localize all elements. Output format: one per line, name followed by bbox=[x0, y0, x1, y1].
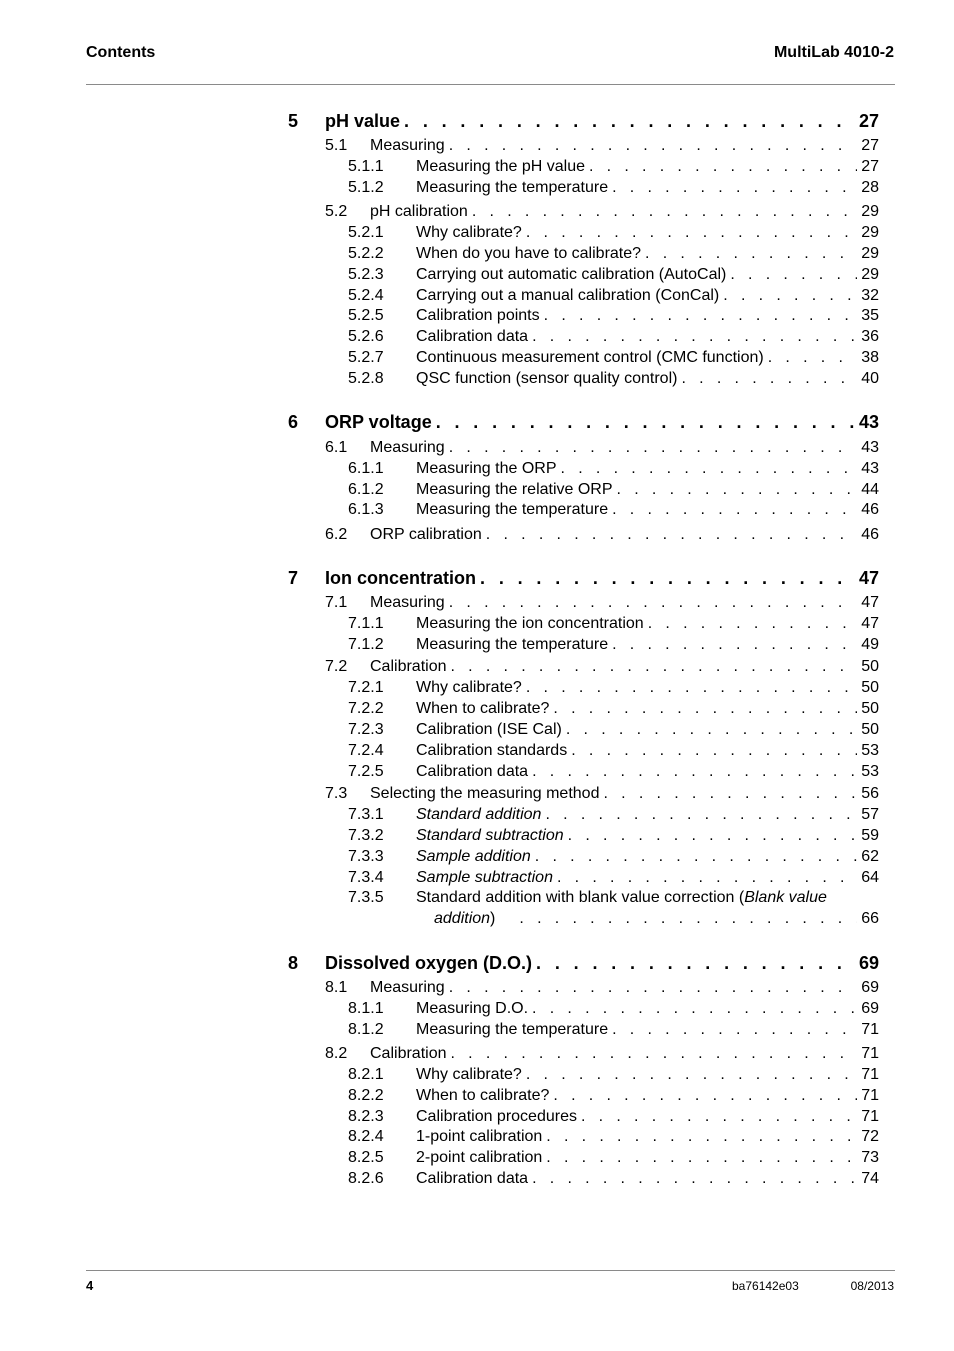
toc-leader bbox=[536, 953, 855, 974]
toc-section-7-3[interactable] bbox=[0, 785, 954, 807]
toc-title: Standard subtraction bbox=[416, 827, 564, 844]
toc-section-7-1-2[interactable] bbox=[0, 636, 954, 658]
toc-number: 7.3 bbox=[325, 785, 348, 802]
toc-page: 44 bbox=[861, 481, 879, 498]
toc-page: 64 bbox=[861, 869, 879, 886]
toc-leader bbox=[681, 370, 857, 388]
toc-page: 62 bbox=[861, 848, 879, 865]
toc-number: 7.3.5 bbox=[348, 889, 384, 906]
toc-page: 46 bbox=[861, 526, 879, 543]
toc-leader bbox=[561, 460, 857, 478]
toc-section-8-2-2[interactable] bbox=[0, 1087, 954, 1109]
toc-section-6-1-1[interactable] bbox=[0, 460, 954, 482]
toc-section-7-3-1[interactable] bbox=[0, 806, 954, 828]
toc-title: Standard addition bbox=[416, 806, 542, 823]
toc-number: 8.1.2 bbox=[348, 1021, 384, 1038]
toc-title: Calibration standards bbox=[416, 742, 568, 759]
toc-title: pH calibration bbox=[370, 203, 468, 220]
toc-title: Calibration data bbox=[416, 1170, 529, 1187]
toc-leader bbox=[648, 615, 857, 633]
toc-leader bbox=[612, 636, 857, 654]
toc-number: 5.2.6 bbox=[348, 328, 384, 345]
toc-leader bbox=[449, 137, 857, 155]
toc-number: 6.1.1 bbox=[348, 460, 384, 477]
toc-page: 27 bbox=[858, 111, 879, 131]
toc-number: 6 bbox=[288, 412, 299, 432]
toc-section-7-2[interactable] bbox=[0, 658, 954, 680]
toc-page: 27 bbox=[861, 137, 879, 154]
toc-title: Measuring bbox=[370, 979, 445, 996]
toc-page: 69 bbox=[858, 953, 879, 973]
toc-number: 7.2.4 bbox=[348, 742, 384, 759]
toc-section-7-1-1[interactable] bbox=[0, 615, 954, 637]
toc-page: 50 bbox=[861, 658, 879, 675]
toc-title: Measuring the temperature bbox=[416, 1021, 609, 1038]
toc-number: 7.3.1 bbox=[348, 806, 384, 823]
toc-page: 71 bbox=[861, 1021, 879, 1038]
toc-page: 38 bbox=[861, 349, 879, 366]
toc-number: 7.3.2 bbox=[348, 827, 384, 844]
toc-section-5-2-6[interactable] bbox=[0, 328, 954, 350]
toc-leader bbox=[532, 1000, 857, 1018]
toc-leader bbox=[546, 1149, 857, 1167]
toc-number: 5.2.2 bbox=[348, 245, 384, 262]
header-section-title: Contents bbox=[86, 44, 156, 61]
toc-section-6-1-2[interactable] bbox=[0, 481, 954, 503]
toc-section-8-2-6[interactable] bbox=[0, 1170, 954, 1192]
toc-number: 8.2.4 bbox=[348, 1128, 384, 1145]
toc-title: ORP calibration bbox=[370, 526, 482, 543]
toc-page: 71 bbox=[861, 1045, 879, 1062]
toc-section-7-1[interactable] bbox=[0, 594, 954, 616]
toc-page: 53 bbox=[861, 742, 879, 759]
toc-leader bbox=[545, 806, 857, 824]
toc-page: 50 bbox=[861, 721, 879, 738]
toc-title: Measuring the relative ORP bbox=[416, 481, 613, 498]
toc-page: 47 bbox=[858, 568, 879, 588]
toc-chapter-8[interactable] bbox=[0, 953, 954, 975]
toc-leader bbox=[532, 1170, 857, 1188]
toc-number: 8.2.5 bbox=[348, 1149, 384, 1166]
toc-page: 66 bbox=[861, 910, 879, 927]
toc-section-8-1-1[interactable] bbox=[0, 1000, 954, 1022]
header-divider bbox=[86, 84, 895, 85]
toc-section-7-3-3[interactable] bbox=[0, 848, 954, 870]
toc-leader bbox=[568, 827, 857, 845]
toc-section-7-3-4[interactable] bbox=[0, 869, 954, 891]
toc-leader bbox=[480, 568, 855, 589]
header-product-name: MultiLab 4010-2 bbox=[773, 44, 894, 61]
toc-leader bbox=[526, 224, 857, 242]
toc-number: 7.2.1 bbox=[348, 679, 384, 696]
footer-page-number: 4 bbox=[86, 1278, 94, 1293]
toc-number: 7.3.3 bbox=[348, 848, 384, 865]
toc-leader bbox=[589, 158, 857, 176]
toc-title: Why calibrate? bbox=[416, 679, 522, 696]
toc-page: 71 bbox=[861, 1066, 879, 1083]
toc-title: Measuring bbox=[370, 439, 445, 456]
toc-chapter-7[interactable] bbox=[0, 568, 954, 590]
toc-number: 5.2.3 bbox=[348, 266, 384, 283]
toc-leader bbox=[535, 848, 857, 866]
toc-leader bbox=[612, 179, 857, 197]
toc-page: 50 bbox=[861, 679, 879, 696]
toc-leader bbox=[519, 910, 857, 928]
toc-page: 28 bbox=[861, 179, 879, 196]
toc-section-5-2-8[interactable] bbox=[0, 370, 954, 392]
toc-leader bbox=[603, 785, 857, 803]
toc-leader bbox=[436, 412, 855, 433]
toc-section-5-1-2[interactable] bbox=[0, 179, 954, 201]
toc-page: 27 bbox=[861, 158, 879, 175]
toc-number: 7.2.2 bbox=[348, 700, 384, 717]
toc-title: Why calibrate? bbox=[416, 224, 522, 241]
toc-number: 5.1.2 bbox=[348, 179, 384, 196]
toc-page: 74 bbox=[861, 1170, 879, 1187]
toc-number: 5.2.8 bbox=[348, 370, 384, 387]
toc-page: 56 bbox=[861, 785, 879, 802]
toc-section-7-2-4[interactable] bbox=[0, 742, 954, 764]
toc-leader bbox=[645, 245, 857, 263]
toc-page: 69 bbox=[861, 1000, 879, 1017]
toc-title: Carrying out a manual calibration (ConCal) bbox=[416, 287, 720, 304]
toc-number: 5.2.7 bbox=[348, 349, 384, 366]
toc-number: 5.2.4 bbox=[348, 287, 384, 304]
toc-page: 53 bbox=[861, 763, 879, 780]
toc-number: 5.2.1 bbox=[348, 224, 384, 241]
toc-section-8-2-3[interactable] bbox=[0, 1108, 954, 1130]
toc-title: QSC function (sensor quality control) bbox=[416, 370, 678, 387]
toc-title: pH value bbox=[325, 111, 401, 131]
toc-title-line-2: addition) bbox=[434, 910, 496, 927]
toc-page: 57 bbox=[861, 806, 879, 823]
toc-title: Calibration bbox=[370, 658, 447, 675]
toc-title: Continuous measurement control (CMC function) bbox=[416, 349, 764, 366]
toc-title: Calibration data bbox=[416, 328, 529, 345]
toc-page: 29 bbox=[861, 266, 879, 283]
toc-title: When do you have to calibrate? bbox=[416, 245, 642, 262]
toc-number: 8.1 bbox=[325, 979, 348, 996]
toc-number: 6.2 bbox=[325, 526, 348, 543]
toc-page: 71 bbox=[861, 1087, 879, 1104]
toc-section-5-2-4[interactable] bbox=[0, 287, 954, 309]
toc-title: Calibration data bbox=[416, 763, 529, 780]
toc-number: 6.1.2 bbox=[348, 481, 384, 498]
toc-page: 40 bbox=[861, 370, 879, 387]
toc-title: Measuring the pH value bbox=[416, 158, 585, 175]
toc-number: 7.2.5 bbox=[348, 763, 384, 780]
footer-document-id: ba76142e03 bbox=[732, 1279, 799, 1293]
toc-section-7-2-1[interactable] bbox=[0, 679, 954, 701]
toc-leader bbox=[553, 1087, 857, 1105]
toc-title: Measuring the temperature bbox=[416, 179, 609, 196]
toc-page: 49 bbox=[861, 636, 879, 653]
toc-number: 7.3.4 bbox=[348, 869, 384, 886]
toc-leader bbox=[404, 111, 855, 132]
toc-title: Calibration procedures bbox=[416, 1108, 577, 1125]
toc-leader bbox=[557, 869, 857, 887]
toc-section-5-2-7[interactable] bbox=[0, 349, 954, 371]
toc-title: Measuring bbox=[370, 594, 445, 611]
toc-section-5-2-3[interactable] bbox=[0, 266, 954, 288]
toc-title: Measuring the temperature bbox=[416, 501, 609, 518]
toc-number: 6.1 bbox=[325, 439, 348, 456]
toc-page: 29 bbox=[861, 245, 879, 262]
toc-section-5-2-5[interactable] bbox=[0, 307, 954, 329]
toc-page: 43 bbox=[861, 460, 879, 477]
toc-section-8-2-4[interactable] bbox=[0, 1128, 954, 1150]
toc-leader bbox=[553, 700, 857, 718]
toc-page: 43 bbox=[858, 412, 879, 432]
toc-title: Measuring bbox=[370, 137, 445, 154]
toc-leader bbox=[566, 721, 857, 739]
toc-page: 47 bbox=[861, 615, 879, 632]
toc-section-7-3-2[interactable] bbox=[0, 827, 954, 849]
toc-page: 32 bbox=[861, 287, 879, 304]
toc-title: When to calibrate? bbox=[416, 700, 550, 717]
toc-title: Why calibrate? bbox=[416, 1066, 522, 1083]
toc-title: Measuring the temperature bbox=[416, 636, 609, 653]
toc-page: 35 bbox=[861, 307, 879, 324]
toc-page: 72 bbox=[861, 1128, 879, 1145]
toc-title: Sample addition bbox=[416, 848, 531, 865]
toc-number: 8.2.2 bbox=[348, 1087, 384, 1104]
toc-leader bbox=[449, 594, 857, 612]
toc-number: 6.1.3 bbox=[348, 501, 384, 518]
toc-title: Calibration (ISE Cal) bbox=[416, 721, 562, 738]
toc-page: 43 bbox=[861, 439, 879, 456]
toc-title: Ion concentration bbox=[325, 568, 477, 588]
toc-leader bbox=[581, 1108, 857, 1126]
toc-section-6-2[interactable] bbox=[0, 526, 954, 548]
toc-leader bbox=[449, 979, 857, 997]
toc-page: 73 bbox=[861, 1149, 879, 1166]
toc-title: Carrying out automatic calibration (AutoCal) bbox=[416, 266, 727, 283]
toc-leader bbox=[532, 328, 857, 346]
toc-number: 7.2.3 bbox=[348, 721, 384, 738]
toc-page: 29 bbox=[861, 203, 879, 220]
toc-number: 8.1.1 bbox=[348, 1000, 384, 1017]
toc-number: 7.2 bbox=[325, 658, 348, 675]
toc-section-8-2-5[interactable] bbox=[0, 1149, 954, 1171]
toc-title: 2-point calibration bbox=[416, 1149, 543, 1166]
toc-section-6-1-3[interactable] bbox=[0, 501, 954, 523]
toc-title: When to calibrate? bbox=[416, 1087, 550, 1104]
toc-title: Calibration bbox=[370, 1045, 447, 1062]
footer-divider bbox=[86, 1270, 895, 1271]
toc-section-7-2-5[interactable] bbox=[0, 763, 954, 785]
toc-leader bbox=[526, 1066, 857, 1084]
toc-leader bbox=[526, 679, 857, 697]
toc-section-5-1[interactable] bbox=[0, 137, 954, 159]
toc-number: 8.2 bbox=[325, 1045, 348, 1062]
toc-section-7-2-2[interactable] bbox=[0, 700, 954, 722]
toc-title: Selecting the measuring method bbox=[370, 785, 600, 802]
toc-leader bbox=[612, 501, 857, 519]
toc-section-8-1[interactable] bbox=[0, 979, 954, 1001]
toc-title: Calibration points bbox=[416, 307, 540, 324]
toc-section-8-1-2[interactable] bbox=[0, 1021, 954, 1043]
toc-title: Measuring the ORP bbox=[416, 460, 557, 477]
toc-section-5-2-2[interactable] bbox=[0, 245, 954, 267]
toc-page: 29 bbox=[861, 224, 879, 241]
toc-number: 8.2.1 bbox=[348, 1066, 384, 1083]
toc-leader bbox=[450, 1045, 857, 1063]
toc-section-6-1[interactable] bbox=[0, 439, 954, 461]
toc-page: 46 bbox=[861, 501, 879, 518]
toc-page: 71 bbox=[861, 1108, 879, 1125]
toc-number: 7.1.1 bbox=[348, 615, 384, 632]
toc-chapter-6[interactable] bbox=[0, 412, 954, 434]
toc-number: 8 bbox=[288, 953, 299, 973]
toc-number: 5.2.5 bbox=[348, 307, 384, 324]
toc-leader bbox=[768, 349, 857, 367]
toc-number: 5.1 bbox=[325, 137, 348, 154]
toc-section-7-3-5[interactable] bbox=[0, 889, 954, 931]
toc-title: Dissolved oxygen (D.O.) bbox=[325, 953, 533, 973]
toc-leader bbox=[532, 763, 857, 781]
toc-leader bbox=[723, 287, 857, 305]
toc-leader bbox=[546, 1128, 857, 1146]
toc-leader bbox=[449, 439, 857, 457]
toc-leader bbox=[612, 1021, 857, 1039]
toc-page: 36 bbox=[861, 328, 879, 345]
toc-number: 5 bbox=[288, 111, 299, 131]
toc-title: Measuring the ion concentration bbox=[416, 615, 644, 632]
toc-section-8-2[interactable] bbox=[0, 1045, 954, 1067]
toc-leader bbox=[472, 203, 857, 221]
toc-section-5-2[interactable] bbox=[0, 203, 954, 225]
toc-leader bbox=[730, 266, 857, 284]
toc-chapter-5[interactable] bbox=[0, 111, 954, 133]
toc-title: Sample subtraction bbox=[416, 869, 553, 886]
toc-number: 7.1.2 bbox=[348, 636, 384, 653]
toc-number: 5.1.1 bbox=[348, 158, 384, 175]
toc-leader bbox=[571, 742, 857, 760]
toc-section-5-2-1[interactable] bbox=[0, 224, 954, 246]
toc-number: 7 bbox=[288, 568, 299, 588]
toc-section-5-1-1[interactable] bbox=[0, 158, 954, 180]
toc-number: 8.2.3 bbox=[348, 1108, 384, 1125]
toc-number: 5.2 bbox=[325, 203, 348, 220]
toc-leader bbox=[617, 481, 857, 499]
toc-title: Measuring D.O. bbox=[416, 1000, 529, 1017]
toc-title: 1-point calibration bbox=[416, 1128, 543, 1145]
toc-page: 47 bbox=[861, 594, 879, 611]
toc-title-line-1: Standard addition with blank value correction (Blank value bbox=[416, 889, 827, 906]
toc-title: ORP voltage bbox=[325, 412, 432, 432]
toc-leader bbox=[544, 307, 857, 325]
toc-leader bbox=[450, 658, 857, 676]
toc-leader bbox=[486, 526, 857, 544]
toc-page: 59 bbox=[861, 827, 879, 844]
toc-section-8-2-1[interactable] bbox=[0, 1066, 954, 1088]
toc-number: 8.2.6 bbox=[348, 1170, 384, 1187]
toc-page: 50 bbox=[861, 700, 879, 717]
toc-page: 69 bbox=[861, 979, 879, 996]
footer-date: 08/2013 bbox=[850, 1279, 894, 1293]
toc-number: 7.1 bbox=[325, 594, 348, 611]
toc-section-7-2-3[interactable] bbox=[0, 721, 954, 743]
